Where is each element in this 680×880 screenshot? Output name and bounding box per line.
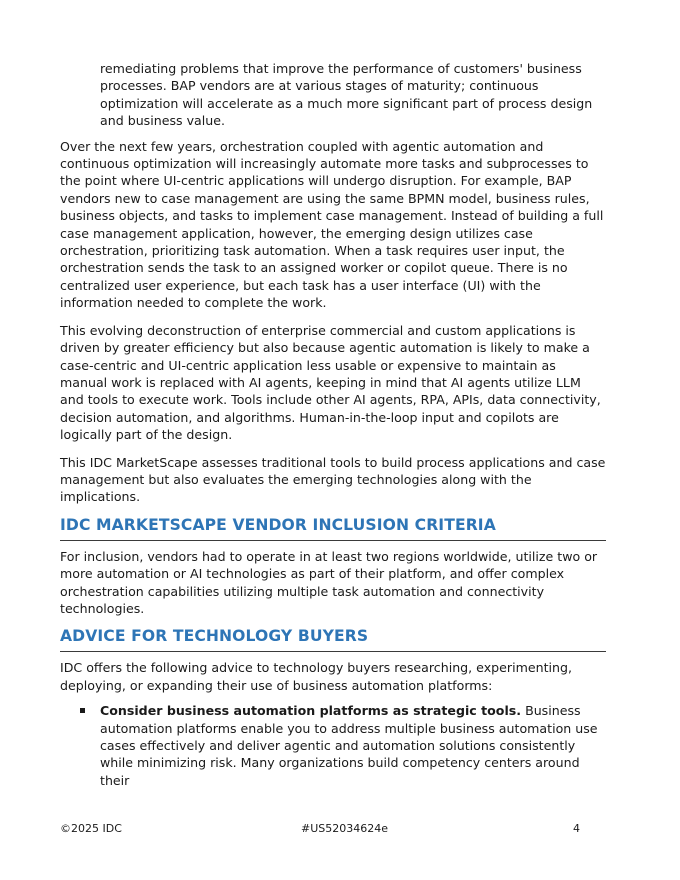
- advice-intro-paragraph: IDC offers the following advice to technology buyers researching, experimenting, deploying, or expanding their use of business automation platforms:: [60, 660, 572, 693]
- inclusion-criteria-paragraph: For inclusion, vendors had to operate in at least two regions worldwide, utilize two or more automation or AI technologies as part of their platform, and offer complex orchestration capabilities utilizing multiple task automation and connectivity technologies.: [60, 548, 598, 616]
- continuation-paragraph: remediating problems that improve the performance of customers' business processes. BAP vendors are at various stages of maturity; continuous optimization will accelerate as a much more significant part of process design and business value.: [100, 61, 593, 129]
- advice-bullet-list: [60, 702, 606, 789]
- document-page: [60, 60, 606, 789]
- page-footer: [60, 822, 606, 838]
- square-bullet-icon: [80, 708, 85, 713]
- body-paragraph-assessment: This IDC MarketScape assesses traditional tools to build process applications and case management but also evaluates the emerging technologies along with the implications.: [60, 454, 606, 505]
- body-paragraph-orchestration: Over the next few years, orchestration coupled with agentic automation and continuous optimization will increasingly automate more tasks and subprocesses to the point where UI-centric applications will undergo disruption. For example, BAP vendors new to case management are using the same BPMN model, business rules, business objects, and tasks to implement case management. Instead of building a full case management application, however, the emerging design utilizes case orchestration, prioritizing task automation. When a task requires user input, the orchestration sends the task to an assigned worker or copilot queue. There is no centralized user experience, but each task has a user interface (UI) with the information needed to complete the work.: [60, 138, 604, 311]
- body-paragraph-deconstruction: This evolving deconstruction of enterprise commercial and custom applications is driven by greater efficiency but also because agentic automation is likely to make a case-centric and UI-centric application less usable or expensive to maintain as manual work is replaced with AI agents, keeping in mind that AI agents utilize LLM and tools to execute work. Tools include other AI agents, RPA, APIs, data connectivity, decision automation, and algorithms. Human-in-the-loop input and copilots are logically part of the design.: [60, 322, 601, 443]
- bullet-lead-text: Consider business automation platforms as strategic tools.: [100, 703, 522, 719]
- advice-bullet-item: [60, 702, 606, 789]
- footer-copyright: ©2025 IDC: [60, 822, 122, 835]
- bullet-body-text: Business automation platforms enable you to address multiple business automation use cases effectively and deliver agentic and automation solutions consistently while minimizing risk. Many organizations build competency centers around their: [100, 703, 598, 788]
- footer-page-number: 4: [573, 822, 580, 835]
- heading-inclusion-criteria: IDC MARKETSCAPE VENDOR INCLUSION CRITERIA: [60, 516, 606, 541]
- heading-advice-buyers: ADVICE FOR TECHNOLOGY BUYERS: [60, 627, 606, 652]
- footer-document-id: #US52034624e: [301, 822, 389, 835]
